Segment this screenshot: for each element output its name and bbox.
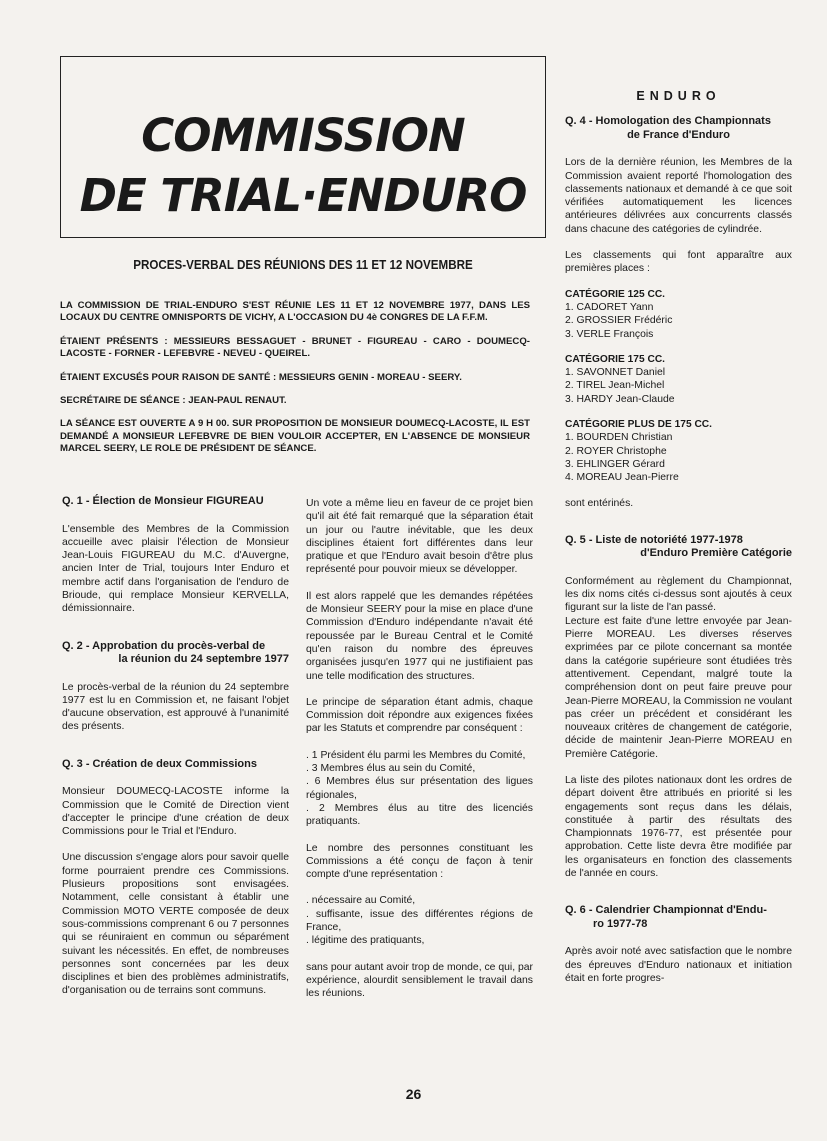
category-plus-175: CATÉGORIE PLUS DE 175 CC. [565,419,712,431]
q3-text-1: Monsieur DOUMECQ-LACOSTE informe la Commission que le Comité de Direction vient d'accepter le principe d'une création de deux Commissions pour le Trial et l'Enduro. [62,786,289,838]
list-item: 3. HARDY Jean-Claude [565,393,675,405]
column-1 [62,495,289,1009]
list-item: . légitime des pratiquants, [306,935,425,947]
q4-text-1: Lors de la dernière réunion, les Membres de la Commission avaient reporté l'homologation des classements nationaux et demandé à ce que soit vérifiées automatiquement les licences antérieures délivrées aux concurrents classés dans chacune des catégories de cylindrée. [565,157,792,235]
q1-title: Q. 1 - Élection de Monsieur FIGUREAU [62,495,264,507]
column-2 [306,497,533,1012]
q2-title-line1: Q. 2 - Approbation du procès-verbal de [62,639,266,652]
category-plus-175-list [565,431,792,484]
list-item: 2. GROSSIER Frédéric [565,315,673,327]
title-box [60,56,546,238]
q6-text: Après avoir noté avec satisfaction que le nombre des épreuves d'Enduro nationaux et initiation était en forte progres- [565,946,792,984]
intro [60,300,530,456]
list-item: 1. BOURDEN Christian [565,432,673,444]
column-3 [565,90,792,996]
q3-title: Q. 3 - Création de deux Commissions [62,757,257,770]
subtitle: PROCES-VERBAL DES RÉUNIONS DES 11 ET 12 NOVEMBRE [133,258,473,272]
list-item: . 1 Président élu parmi les Membres du Comité, [306,749,526,761]
q1-text: L'ensemble des Membres de la Commission accueille avec plaisir l'élection de Monsieur Jean-Louis FIGUREAU du M.C. d'Auvergne, ancien Inter de Trial, toujours Inter Enduro et membre actif dans l'organisation de l'enduro de Brioude, qui remplace Monsieur KERVELLA, démissionnaire. [62,523,289,615]
list-item: . 3 Membres élus au sein du Comité, [306,763,476,775]
list-item: . 2 Membres élus au titre des licenciés pratiquants. [306,802,533,828]
intro-p3: ÉTAIENT EXCUSÉS POUR RAISON DE SANTÉ : MESSIEURS GENIN - MOREAU - SEERY. [60,371,462,383]
category-125: CATÉGORIE 125 CC. [565,288,666,300]
q4-text-2: Les classements qui font apparaître aux premières places : [565,250,792,275]
intro-p2: ÉTAIENT PRÉSENTS : MESSIEURS BESSAGUET - BRUNET - FIGUREAU - CARO - DOUMECQ-LACOSTE - FORNER - LEFEBVRE - NEVEU - QUEIREL. [60,335,530,360]
col2-list-2 [306,894,533,947]
list-item: 2. TIREL Jean-Michel [565,380,665,392]
list-item: 1. CADORET Yann [565,301,654,313]
col2-p2: Il est alors rappelé que les demandes répétées de Monsieur SEERY pour la mise en place d'une Commission d'Enduro indépendante n'avait été repoussée par le Bureau Central et le Comité qu'en raison du nombre des épreuves organisées jusqu'en 1977 qui ne justifiaient pas une telle modification des structures. [306,590,533,682]
q5-title-line1: Q. 5 - Liste de notoriété 1977-1978 [565,533,743,546]
col2-list-1 [306,749,533,829]
q2-text: Le procès-verbal de la réunion du 24 septembre 1977 est lu en Commission et, ne faisant l'objet d'aucune observation, est approuvé à l'unanimité des présents. [62,681,289,733]
intro-p5: LA SÉANCE EST OUVERTE A 9 H 00. SUR PROPOSITION DE MONSIEUR DOUMECQ-LACOSTE, IL EST DEMANDÉ A MONSIEUR LEFEBVRE DE BIEN VOULOIR ACCEPTER, EN L'ABSENCE DE MONSIEUR MARCEL SEERY, LE ROLE DE PRÉSIDENT DE SÉANCE. [60,418,530,455]
list-item: 3. VERLE François [565,328,654,340]
intro-p1: LA COMMISSION DE TRIAL-ENDURO S'EST RÉUNIE LES 11 ET 12 NOVEMBRE 1977, DANS LES LOCAUX DU CENTRE OMNISPORTS DE VICHY, A L'OCCASION DU 4è CONGRES DE LA F.F.M. [60,300,530,324]
q3-text-2: Une discussion s'engage alors pour savoir quelle forme pourraient prendre ces Commissions. Plusieurs propositions sont envisagées. Notamment, celle consistant à établir une Commission MOTO VERTE composée de deux sous-commissions comprenant 6 ou 7 personnes qui se réuniraient en commun ou séparément suivant les nécessités. En effet, de nombreuses personnes sont concernées par les deux disciplines et bien des problèmes administratifs, d'organisation ou de terrains sont communs. [62,852,289,997]
q2-title-line2: la réunion du 24 septembre 1977 [118,653,289,666]
list-item: 3. EHLINGER Gérard [565,458,665,470]
q5-text-1: Conformément au règlement du Championnat, les dix noms cités ci-dessus sont ajoutés à ceux figurant sur la liste de l'an passé. [565,575,792,614]
category-175: CATÉGORIE 175 CC. [565,353,666,365]
col2-p5: sans pour autant avoir trop de monde, ce qui, par expérience, alourdit sensiblement le travail dans les réunions. [306,961,534,1000]
q5-text-3: La liste des pilotes nationaux dont les ordres de départ doivent être attribués en priorité si les engagements sont reçus dans les délais, constituée à partir des résultats des Championnats 1976-77, est présentée pour approbation. Cette liste devra être modifiée par les organisateurs en fonction des classements de l'année en cours. [565,774,792,880]
title-line-2: DE TRIAL·ENDURO [79,169,527,222]
q5-text-2: Lecture est faite d'une lettre envoyée par Jean-Pierre MOREAU. Les diverses réserves exprimées par ce pilote concernant sa montée dans la catégorie supérieure sont étudiées très attentivement. Cependant, malgré toute la compréhension dont on peut faire preuve pour Jean-Pierre MOREAU, la Commission ne voulant pas créer un précédent et considérant les nouveaux critères de changement de catégorie, décide de maintenir Jean-Pierre MOREAU en Première Catégorie. [565,615,792,760]
list-item: . suffisante, issue des différentes régions de France, [306,908,533,934]
page-number: 26 [405,1086,422,1102]
list-item: 4. MOREAU Jean-Pierre [565,472,679,484]
enduro-heading: ENDURO [636,89,721,103]
col2-p4: Le nombre des personnes constituant les Commissions a été conçu de façon à tenir compte d'une représentation : [306,842,533,881]
col2-p1: Un vote a même lieu en faveur de ce projet bien qu'il ait été fait remarqué que la séparation était un jour ou l'autre inévitable, que les deux disciplines étaient fort différentes dans leur pratique et que l'Enduro avait besoin d'être plus représenté pour pouvoir mieux se développer. [306,498,533,576]
list-item: 2. ROYER Christophe [565,445,667,457]
col2-p3: Le principe de séparation étant admis, chaque Commission doit répondre aux exigences fixées par les Statuts et comprendre par conséquent : [306,696,533,735]
title-line-1: COMMISSION [141,109,465,162]
intro-p4: SECRÉTAIRE DE SÉANCE : JEAN-PAUL RENAUT. [60,395,287,407]
q4-title-line2: de France d'Enduro [627,128,730,141]
q6-title-line2: ro 1977-78 [593,917,648,930]
category-175-list [565,366,792,406]
q4-text-3: sont entérinés. [565,497,634,509]
category-125-list [565,301,792,341]
list-item: 1. SAVONNET Daniel [565,367,666,379]
list-item: . nécessaire au Comité, [306,895,416,907]
q5-title-line2: d'Enduro Première Catégorie [640,547,792,560]
q4-title-line1: Q. 4 - Homologation des Championnats [565,115,771,128]
list-item: . 6 Membres élus sur présentation des ligues régionales, [306,776,533,801]
q6-title-line1: Q. 6 - Calendrier Championnat d'Endu- [565,904,767,917]
